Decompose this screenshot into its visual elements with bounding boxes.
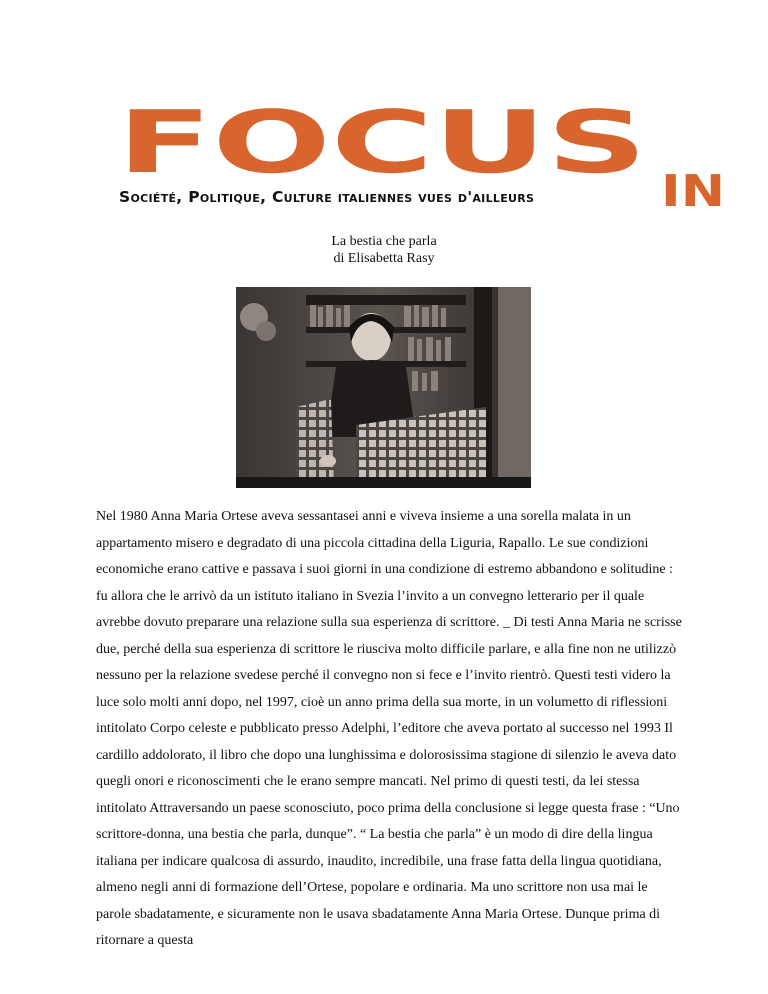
logo-focus-text: FOCUS: [117, 104, 647, 193]
article-body-paragraph: Nel 1980 Anna Maria Ortese aveva sessantasei anni e viveva insieme a una sorella malata in un appartamento misero e degradato di una piccola cittadina della Liguria, Rapallo. Le sue condizioni economiche erano cattive e passava i suoi giorni in una condizione di estremo abbandono e solitudine : fu allora che le arrivò da un istituto italiano in Svezia l’invito a un convegno letterario per il quale avrebbe dovuto preparare una relazione sulla sua esperienza di scrittore. _ Di testi Anna Maria ne scrisse due, perché della sua esperienza di scrittore le riusciva molto difficile parlare, e alla fine non ne utilizzò nessuno per la relazione svedese perché il convegno non si fece e l’invito rientrò. Questi testi videro la luce solo molti anni dopo, nel 1997, cioè un anno prima della sua morte, in un volumetto di riflessioni intitolato Corpo celeste e pubblicato presso Adelphi, l’editore che aveva portato al successo nel 1993 Il cardillo addolorato, il libro che dopo una lunghissima e dolorosissima stagione di silenzio le aveva dato quegli onori e riconoscimenti che le erano sempre mancati. Nel primo di questi testi, da lei stessa intitolato Attraversando un paese sconosciuto, poco prima della conclusione si legge questa frase : “Uno scrittore-donna, una bestia che parla, dunque”. “ La bestia che parla” è un modo di dire della lingua italiana per indicare qualcosa di assurdo, inaudito, incredibile, una frase fatta della lingua quotidiana, almeno negli anni di formazione dell’Ortese, popolare e ordinaria. Ma uno scrittore non usa mai le parole sbadatamente, e sicuramente non le usava sbadatamente Anna Maria Ortese. Dunque prima di ritornare a questa: [96, 509, 682, 948]
banner-tagline: Société, Politique, Culture italiennes vues d'ailleurs: [119, 188, 535, 206]
article-author: di Elisabetta Rasy: [333, 251, 435, 266]
focus-in-banner: [115, 104, 727, 210]
article-title: La bestia che parla: [331, 234, 437, 249]
logo-in-text: IN: [661, 166, 725, 210]
article-body: [96, 504, 686, 955]
author-portrait-photo: [236, 287, 531, 488]
article-heading: [0, 233, 768, 267]
